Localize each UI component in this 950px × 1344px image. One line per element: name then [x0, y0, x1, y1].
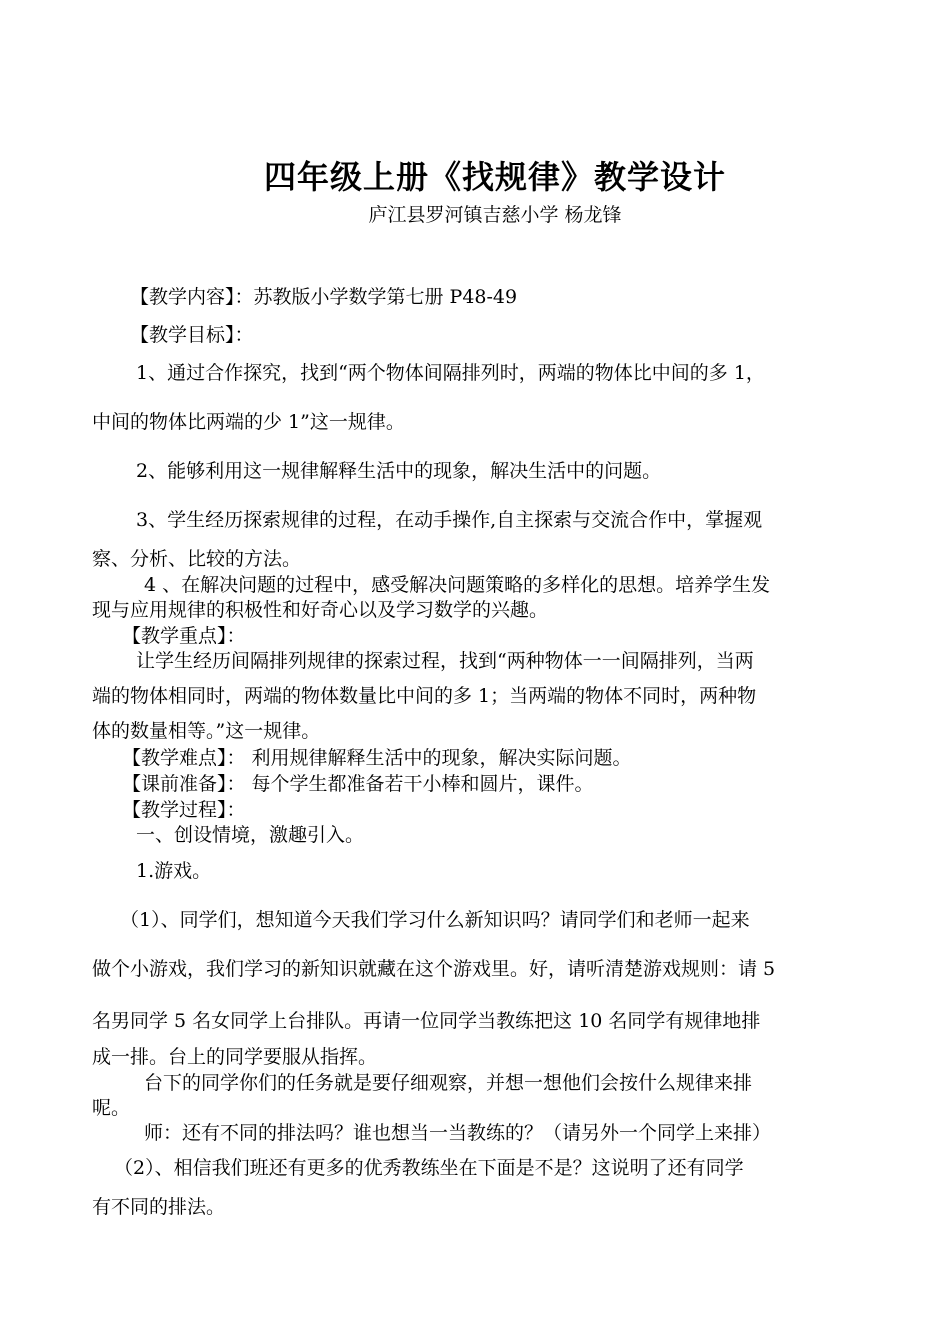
- paragraph-line: 中间的物体比两端的少 1”这一规律。: [92, 411, 405, 433]
- paragraph-line: 端的物体相同时，两端的物体数量比中间的多 1；当两端的物体不同时，两种物: [92, 685, 757, 707]
- paragraph-line: 做个小游戏，我们学习的新知识就藏在这个游戏里。好，请听清楚游戏规则：请 5: [92, 958, 776, 980]
- paragraph-line: （2）、相信我们班还有更多的优秀教练坐在下面是不是？这说明了还有同学: [114, 1157, 744, 1179]
- paragraph-line: 台下的同学你们的任务就是要仔细观察，并想一想他们会按什么规律来排: [144, 1072, 753, 1094]
- section-teaching-goals: 【教学目标】：: [130, 324, 254, 346]
- paragraph-line: 现与应用规律的积极性和好奇心以及学习数学的兴趣。: [92, 599, 549, 621]
- paragraph-line: 让学生经历间隔排列规律的探索过程，找到“两种物体一一间隔排列，当两: [136, 650, 754, 672]
- section-teaching-process: 【教学过程】：: [122, 799, 246, 821]
- paragraph-line: 有不同的排法。: [92, 1196, 226, 1218]
- paragraph-line: 名男同学 5 名女同学上台排队。再请一位同学当教练把这 10 名同学有规律地排: [92, 1010, 761, 1032]
- section-preparation: 【课前准备】： 每个学生都准备若干小棒和圆片，课件。: [122, 773, 594, 795]
- paragraph-line: （1）、同学们，想知道今天我们学习什么新知识吗？请同学们和老师一起来: [120, 909, 750, 931]
- paragraph-line: 体的数量相等。”这一规律。: [92, 720, 321, 742]
- paragraph-line: 3、学生经历探索规律的过程，在动手操作,自主探索与交流合作中，掌握观: [136, 509, 763, 531]
- paragraph-line: 一、创设情境，激趣引入。: [136, 824, 365, 846]
- paragraph-line: 呢。: [92, 1097, 131, 1119]
- section-teaching-content: 【教学内容】：苏教版小学数学第七册 P48-49: [130, 286, 518, 308]
- author-line: 庐江县罗河镇吉慈小学 杨龙锋: [368, 204, 622, 226]
- paragraph-line: 师：还有不同的排法吗？谁也想当一当教练的？（请另外一个同学上来排）: [144, 1122, 772, 1144]
- paragraph-line: 1.游戏。: [136, 860, 212, 882]
- paragraph-line: 成一排。台上的同学要服从指挥。: [92, 1046, 378, 1068]
- section-key-points: 【教学重点】：: [122, 625, 246, 647]
- document-title: 四年级上册《找规律》教学设计: [263, 158, 726, 196]
- paragraph-line: 察、分析、比较的方法。: [92, 548, 302, 570]
- paragraph-line: 4 、在解决问题的过程中，感受解决问题策略的多样化的思想。培养学生发: [144, 574, 771, 596]
- paragraph-line: 1、通过合作探究，找到“两个物体间隔排列时，两端的物体比中间的多 1，: [136, 362, 765, 384]
- section-difficulties: 【教学难点】： 利用规律解释生活中的现象，解决实际问题。: [122, 747, 632, 769]
- paragraph-line: 2、能够利用这一规律解释生活中的现象，解决生活中的问题。: [136, 460, 662, 482]
